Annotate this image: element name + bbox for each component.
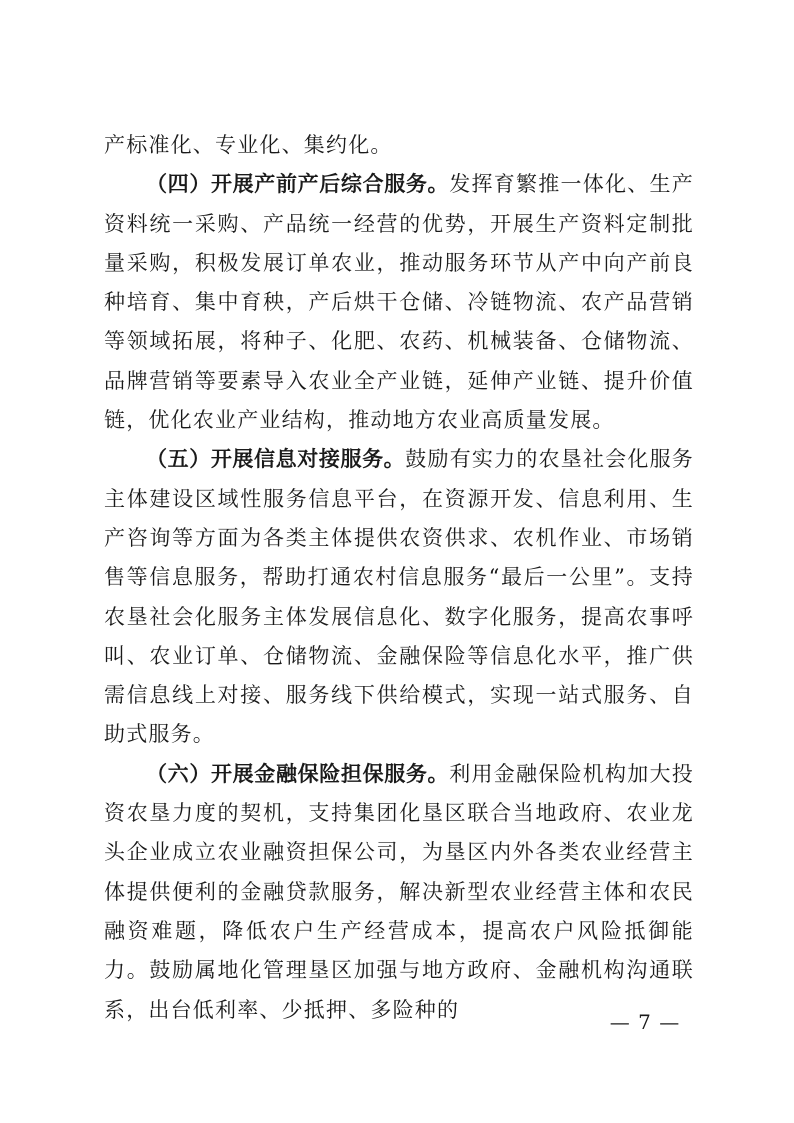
- paragraph-text: 产标准化、专业化、集约化。: [104, 133, 393, 157]
- section-heading: （四）开展产前产后综合服务。: [146, 172, 450, 197]
- paragraph-pre-post-production-services: [104, 165, 694, 440]
- section-heading: （六）开展金融保险担保服务。: [146, 761, 450, 786]
- paragraph-text: 鼓励有实力的农垦社会化服务主体建设区域性服务信息平台，在资源开发、信息利用、生产咨询等方面为各类主体提供农资供求、农机作业、市场销售等信息服务，帮助打通农村信息服务“最后一公里”。支持农垦社会化服务主体发展信息化、数字化服务，提高农事呼叫、农业订单、仓储物流、金融保险等信息化水平，推广供需信息线上对接、服务线下供给模式，实现一站式服务、自助式服务。: [104, 447, 694, 747]
- paragraph-financial-insurance-services: [104, 755, 694, 1030]
- paragraph-information-services: [104, 440, 694, 754]
- paragraph-text: 利用金融保险机构加大投资农垦力度的契机，支持集团化垦区联合当地政府、农业龙头企业成立农业融资担保公司，为垦区内外各类农业经营主体提供便利的金融贷款服务，解决新型农业经营主体和农民融资难题，降低农户生产经营成本，提高农户风险抵御能力。鼓励属地化管理垦区加强与地方政府、金融机构沟通联系，出台低利率、少抵押、多险种的: [104, 761, 694, 1022]
- paragraph-text: 发挥育繁推一体化、生产资料统一采购、产品统一经营的优势，开展生产资料定制批量采购，积极发展订单农业，推动服务环节从产中向产前良种培育、集中育秧，产后烘干仓储、冷链物流、农产品营销等领域拓展，将种子、化肥、农药、机械装备、仓储物流、品牌营销等要素导入农业全产业链，延伸产业链、提升价值链，优化农业产业结构，推动地方农业高质量发展。: [104, 172, 694, 433]
- paragraph-continuation: [104, 126, 694, 165]
- section-heading: （五）开展信息对接服务。: [146, 447, 406, 472]
- document-body: [104, 126, 694, 1030]
- page-number: — 7 —: [609, 1010, 681, 1034]
